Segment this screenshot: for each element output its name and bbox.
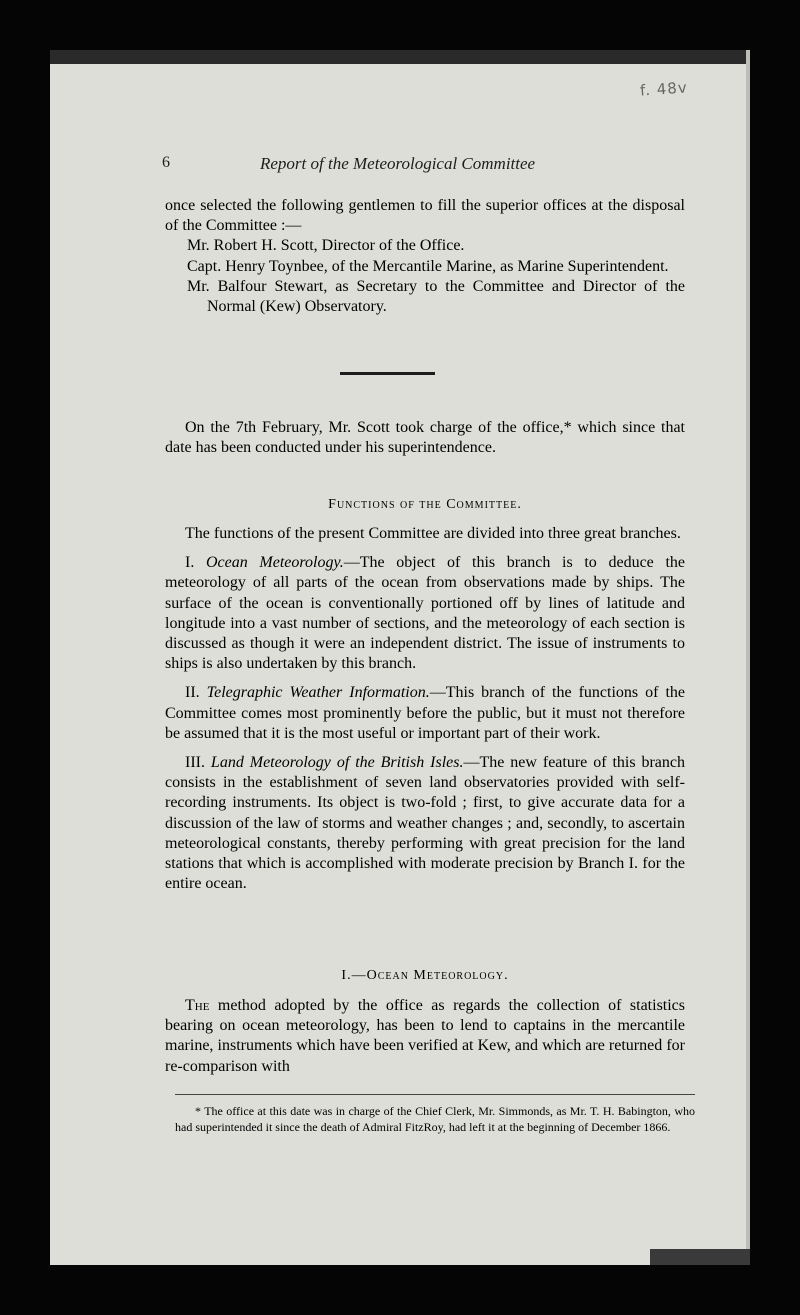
intro-lead: once selected the following gentlemen to fill the superior offices at the disposal of the Committee :— (165, 197, 685, 235)
ocean-section-heading: I.—Ocean Meteorology. (341, 968, 509, 983)
charge-paragraph (165, 418, 685, 458)
branch-text: —The object of this branch is to deduce the meteorology of all parts of the ocean from observations made by ships. The surface of the ocean is conventionally portioned off by lines of latitude and longitude into a vast number of sections, and the meteorology of each section is discussed as though it were an independent district. The issue of instruments to ships is also undertaken by this branch. (165, 554, 685, 673)
branch-paragraph (165, 553, 685, 674)
branch-text: —The new feature of this branch consists in the establishment of seven land observatories provided with self-recording instruments. Its object is two-fold ; first, to give accurate data for a discussion of the law of storms and weather changes ; and, secondly, to ascertain meteorological constants, thereby performing with great precision for the land stations that which is accomplished with moderate precision by Branch I. for the entire ocean. (165, 754, 686, 893)
footnote-text: * The office at this date was in charge of the Chief Clerk, Mr. Simmonds, as Mr. T. H. Babington, who had superintended it since the death of Admiral FitzRoy, had left it at the beginning of December 1866. (175, 1104, 695, 1134)
branch-paragraph (165, 753, 685, 894)
ocean-text: method adopted by the office as regards the collection of statistics bearing on ocean meteorology, has been to lend to captains in the mercantile marine, instruments which have been verified at Kew, and which are returned for re-comparison with (165, 997, 686, 1075)
branch-title: Telegraphic Weather Information. (206, 684, 430, 702)
first-word: The (185, 997, 210, 1014)
appointee-item: Capt. Henry Toynbee, of the Mercantile Marine, as Marine Superintendent. (187, 257, 669, 275)
page-content (115, 142, 685, 172)
branch-title: Ocean Meteorology. (206, 554, 344, 572)
branch-numeral: II. (185, 684, 200, 702)
running-title: Report of the Meteorological Committee (260, 154, 536, 173)
branch-numeral: I. (185, 554, 195, 572)
branch-text: —This branch of the functions of the Committee comes most prominently before the public, but it must not therefore be assumed that it is the most useful or important part of their work. (165, 684, 686, 742)
branch-paragraph (165, 683, 685, 744)
charge-text: On the 7th February, Mr. Scott took charge of the office,* which since that date has been conducted under his superintendence. (165, 419, 685, 457)
ocean-section-text (165, 996, 685, 1077)
ocean-section-body (165, 996, 685, 1077)
branch-numeral: III. (185, 754, 205, 772)
appointee-item: Mr. Robert H. Scott, Director of the Office. (187, 237, 465, 255)
functions-intro: The functions of the present Committee are divided into three great branches. (185, 525, 681, 542)
section-divider (340, 372, 435, 375)
page-number: 6 (162, 154, 170, 171)
footnote (175, 1104, 695, 1135)
appointee-item: Mr. Balfour Stewart, as Secretary to the Committee and Director of the Normal (Kew) Observatory. (187, 277, 685, 316)
intro-block (165, 196, 685, 317)
functions-block (165, 524, 685, 894)
running-header (115, 142, 685, 172)
branch-title: Land Meteorology of the British Isles. (210, 754, 464, 772)
page-corner-shadow (650, 1249, 750, 1265)
page-top-shadow (50, 50, 750, 64)
page-edge (746, 50, 750, 1265)
functions-heading: Functions of the Committee. (328, 497, 522, 512)
footnote-rule (175, 1094, 695, 1095)
folio-annotation: f. 48v (639, 78, 689, 100)
